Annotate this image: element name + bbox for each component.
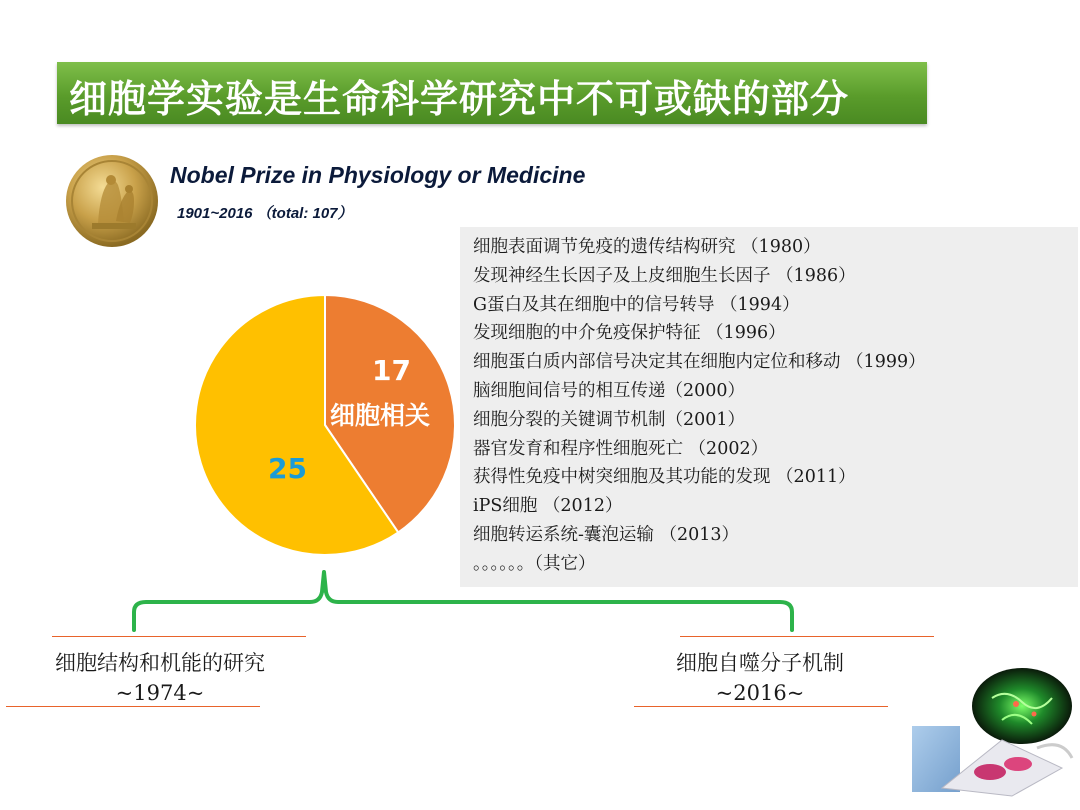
- pie-label-value-17: 17: [372, 354, 411, 387]
- right-era-title: 细胞自噬分子机制: [676, 651, 844, 675]
- list-item: 脑细胞间信号的相互传递（2000）: [473, 380, 746, 401]
- list-item: 。。。。。。（其它）: [473, 553, 596, 574]
- list-item: 发现神经生长因子及上皮细胞生长因子 （1986）: [473, 265, 856, 286]
- right-era-bottom-rule: [634, 706, 888, 707]
- left-era-label: [20, 648, 300, 708]
- title-banner: [57, 62, 927, 124]
- list-item: 细胞转运系统-囊泡运输 （2013）: [473, 524, 740, 545]
- nobel-prize-heading: Nobel Prize in Physiology or Medicine: [170, 162, 586, 188]
- list-item: 细胞表面调节免疫的遗传结构研究 （1980）: [473, 237, 821, 257]
- left-era-top-rule: [52, 636, 306, 637]
- cell-prize-list: [473, 233, 926, 579]
- cell-culture-image: [912, 668, 1078, 798]
- list-item: 器官发育和程序性细胞死亡 （2002）: [473, 438, 769, 459]
- list-item: G蛋白及其在细胞中的信号转导 （1994）: [473, 294, 800, 315]
- nobel-medal-icon: [64, 153, 160, 249]
- left-era-year: ~1974~: [115, 681, 205, 705]
- left-era-title: 细胞结构和机能的研究: [55, 651, 265, 675]
- list-item: 发现细胞的中介免疫保护特征 （1996）: [473, 323, 786, 344]
- list-item: 细胞分裂的关键调节机制（2001）: [473, 409, 746, 430]
- pie-label-value-25: 25: [268, 452, 307, 485]
- pie-label-cell-related: 细胞相关: [330, 401, 431, 430]
- list-item: 获得性免疫中树突细胞及其功能的发现 （2011）: [473, 467, 856, 488]
- left-era-bottom-rule: [6, 706, 260, 707]
- right-era-label: [630, 648, 890, 708]
- list-item: iPS细胞 （2012）: [473, 496, 623, 517]
- page-title: 细胞学实验是生命科学研究中不可或缺的部分: [69, 77, 850, 121]
- right-era-top-rule: [680, 636, 934, 637]
- nobel-prize-subtitle: 1901~2016 （total: 107）: [177, 205, 353, 222]
- list-item: 细胞蛋白质内部信号决定其在细胞内定位和移动 （1999）: [473, 352, 926, 373]
- timeline-brace: [120, 570, 810, 640]
- right-era-year: ~2016~: [715, 681, 805, 705]
